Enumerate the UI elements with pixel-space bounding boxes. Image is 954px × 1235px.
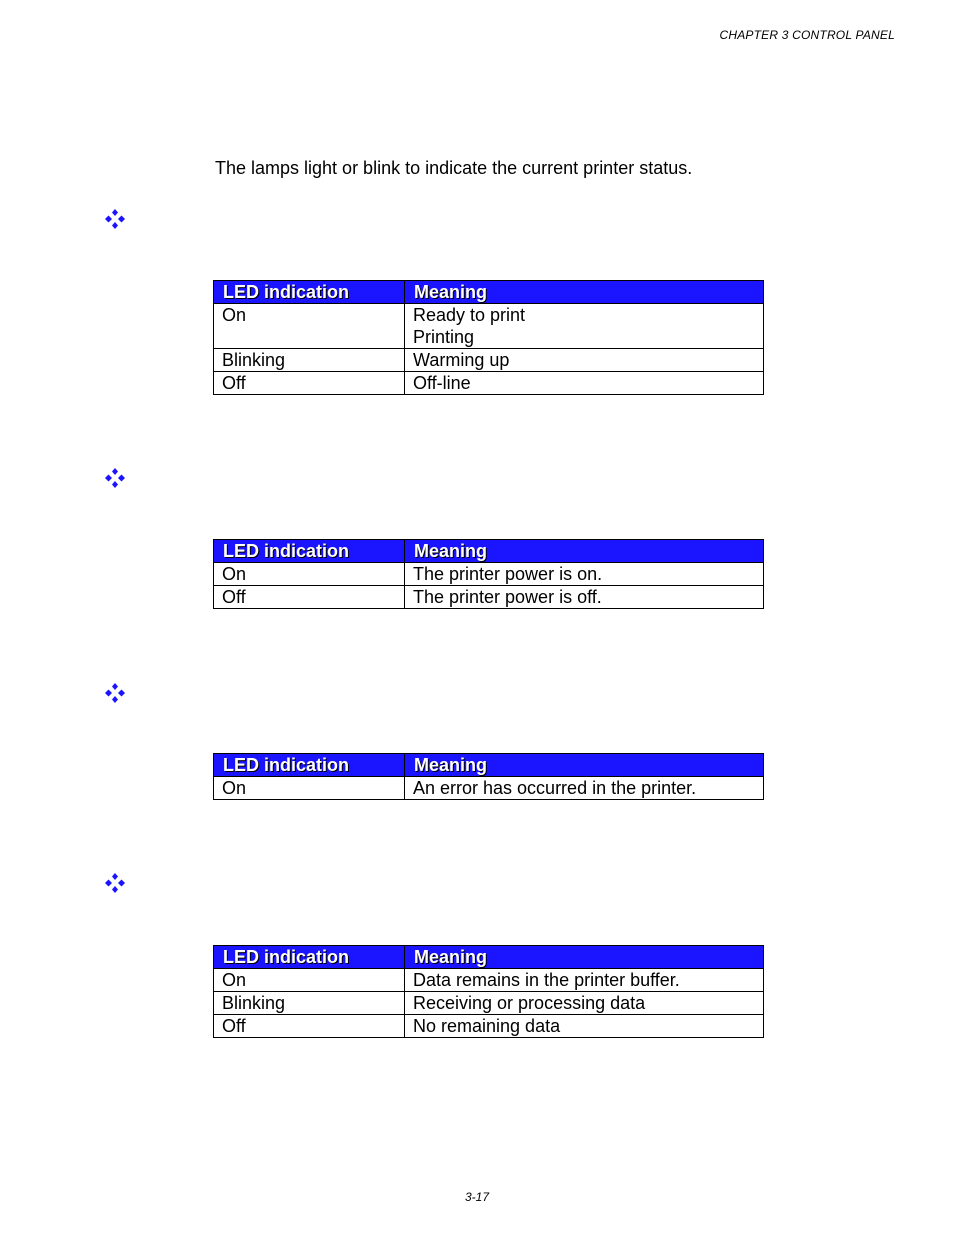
led-table-1 <box>213 280 764 395</box>
meaning-cell: The printer power is off. <box>405 586 764 609</box>
led-indication-cell: Blinking <box>214 992 405 1015</box>
table-row <box>214 1015 764 1038</box>
table-row <box>214 992 764 1015</box>
meaning-line: Printing <box>413 327 475 347</box>
meaning-cell: Receiving or processing data <box>405 992 764 1015</box>
led-indication-cell: Blinking <box>214 349 405 372</box>
column-header-led-indication: LED indication <box>214 281 405 304</box>
led-table-4 <box>213 945 764 1038</box>
meaning-cell: Data remains in the printer buffer. <box>405 969 764 992</box>
led-table-2 <box>213 539 764 609</box>
meaning-line: Ready to print <box>413 305 526 325</box>
meaning-cell: The printer power is on. <box>405 563 764 586</box>
table-row <box>214 304 764 349</box>
table-header-row <box>214 946 764 969</box>
table-header-row <box>214 540 764 563</box>
intro-paragraph: The lamps light or blink to indicate the current printer status. <box>215 158 693 178</box>
table-row <box>214 969 764 992</box>
led-indication-cell: Off <box>214 586 405 609</box>
column-header-led-indication: LED indication <box>214 540 405 563</box>
meaning-cell: Warming up <box>405 349 764 372</box>
column-header-meaning: Meaning <box>405 946 764 969</box>
chapter-header: CHAPTER 3 CONTROL PANEL <box>719 28 895 42</box>
page-number: 3-17 <box>464 1190 490 1204</box>
led-indication-cell: On <box>214 563 405 586</box>
column-header-led-indication: LED indication <box>214 946 405 969</box>
led-indication-cell: On <box>214 777 405 800</box>
column-header-meaning: Meaning <box>405 540 764 563</box>
four-diamond-bullet-icon <box>104 682 126 704</box>
table-row <box>214 586 764 609</box>
led-indication-cell: Off <box>214 372 405 395</box>
meaning-cell: Off-line <box>405 372 764 395</box>
column-header-meaning: Meaning <box>405 281 764 304</box>
table-row <box>214 563 764 586</box>
led-indication-cell: On <box>214 304 405 349</box>
led-table-3 <box>213 753 764 800</box>
column-header-meaning: Meaning <box>405 754 764 777</box>
led-indication-cell: Off <box>214 1015 405 1038</box>
led-indication-cell: On <box>214 969 405 992</box>
table-header-row <box>214 281 764 304</box>
table-header-row <box>214 754 764 777</box>
table-row <box>214 372 764 395</box>
four-diamond-bullet-icon <box>104 467 126 489</box>
four-diamond-bullet-icon <box>104 208 126 230</box>
meaning-cell: No remaining data <box>405 1015 764 1038</box>
meaning-cell <box>405 304 764 349</box>
meaning-cell: An error has occurred in the printer. <box>405 777 764 800</box>
column-header-led-indication: LED indication <box>214 754 405 777</box>
table-row <box>214 349 764 372</box>
four-diamond-bullet-icon <box>104 872 126 894</box>
table-row <box>214 777 764 800</box>
